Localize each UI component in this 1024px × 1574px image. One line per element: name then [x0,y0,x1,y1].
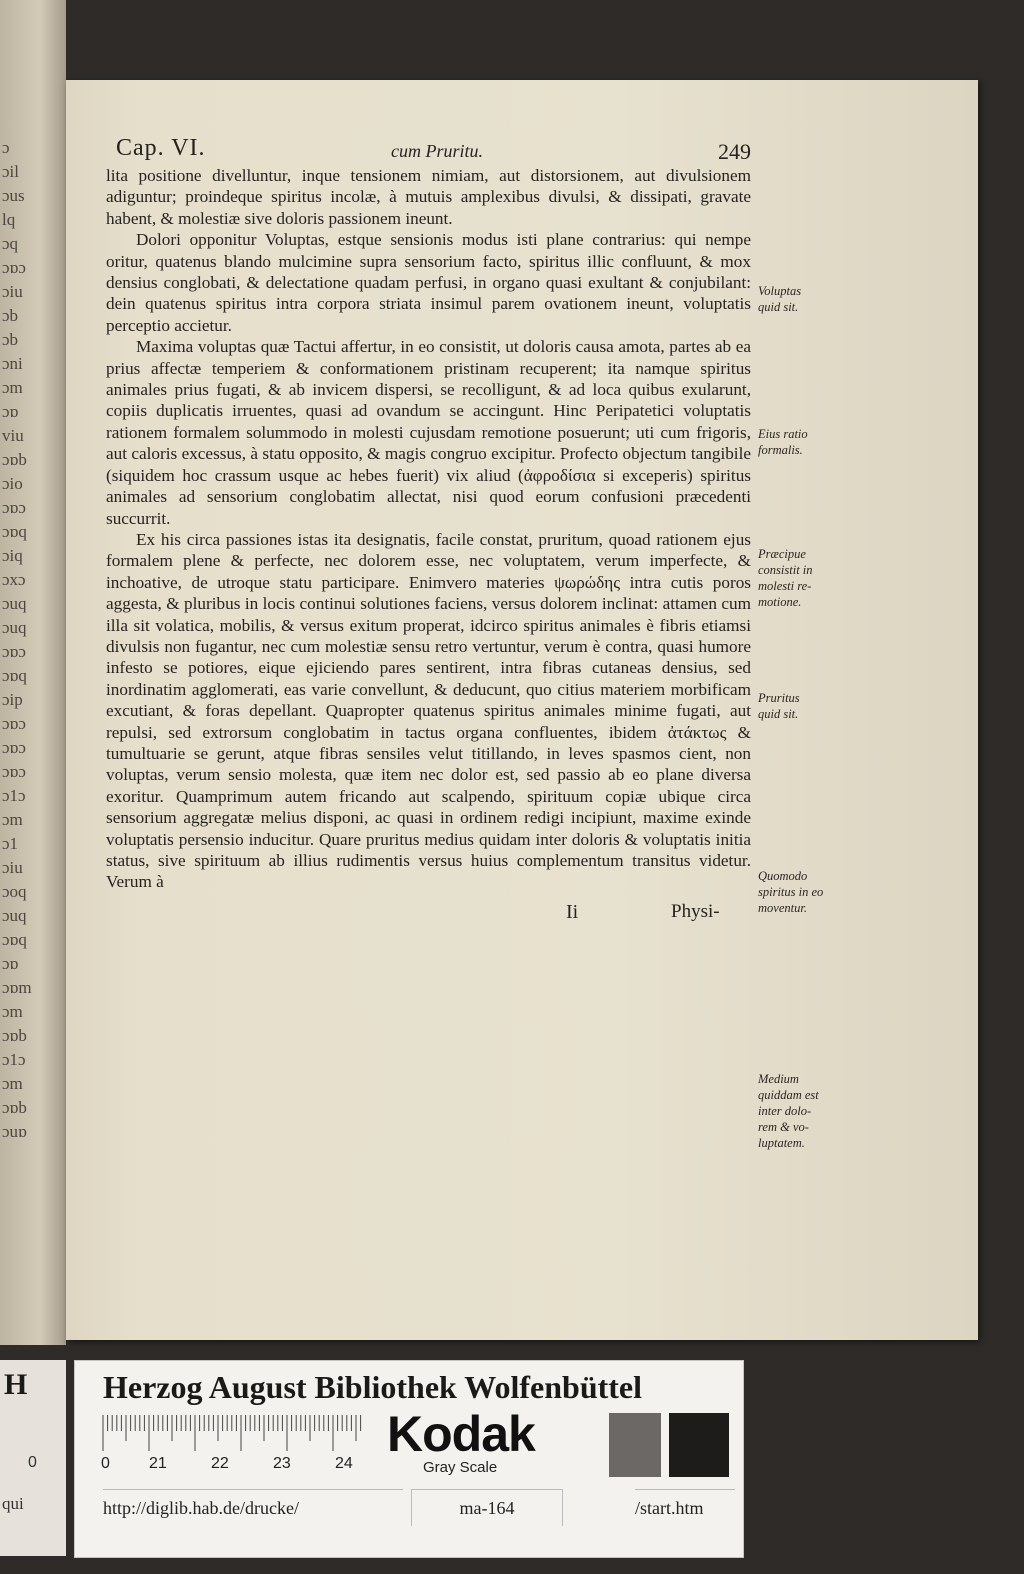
ruler-numbers [101,1455,381,1479]
left-page-fragment: lq [2,210,16,229]
margin-note: Medium quiddam est inter dolo- rem & vo- luptatem. [758,1072,819,1150]
url-row [75,1489,743,1529]
left-page-fragment: ɔb [2,330,19,349]
left-page-fragment: ɔuq [2,906,27,925]
left-page-fragment: ɔm [2,810,23,829]
left-url-fragment: qui [2,1494,24,1513]
margin-note: Quomodo spiritus in eo moventur. [758,869,824,915]
gray-swatch [609,1413,661,1477]
left-page-fragment: ɔɒb [2,1026,27,1045]
chapter-heading: Cap. VI. [116,135,206,161]
left-page-fragment: ɔio [2,474,23,493]
left-page-fragment: ɔ1 [2,834,19,853]
left-page-fragment: ɔɒɔ [2,258,26,277]
left-page-fragment: ɔɒb [2,450,27,469]
left-page-fragment: ɔiu [2,282,23,301]
left-page-fragment: ɔip [2,690,23,709]
black-swatch [669,1413,729,1477]
library-name: Herzog August Bibliothek Wolfenbüttel [103,1369,643,1405]
paragraph: Dolori opponitur Voluptas, estque sensionis modus isti plane contrarius: qui nempe oritur, quatenus blando mulcimine supra sensorium facto, spiritus illic confluunt, & mox densius conglobati, & delectatione quadam perfusi, in organo quasi exultant & conjubilant: dein quatenus spiritus intra corpora striata insimul parem ovationem ineunt, voluptatis perceptio accietur. [106,230,751,335]
body-text [106,165,751,893]
left-page-fragment: ɔ1ɔ [2,786,26,805]
left-page-fragment: ɔɒɔ [2,738,26,757]
left-page-fragment: ɔɒɔ [2,714,26,733]
left-page-fragment: ɔoq [2,882,27,901]
left-scale-fragment [0,1360,66,1556]
left-page-fragment: ɔiq [2,546,23,565]
left-page-fragment: ɔɒq [2,666,27,685]
left-page-fragment: ɔuq [2,618,27,637]
left-page-fragment: ɔɒɔ [2,642,26,661]
left-page-fragment: ɔil [2,162,19,181]
signature-mark: Ii [566,900,579,923]
page-content [106,135,816,931]
ruler-number: 21 [149,1455,167,1472]
left-page-fragment: ɔuq [2,594,27,613]
book-page [66,80,978,1340]
kodak-logo: Kodak [387,1406,535,1462]
ruler-number: 24 [335,1455,353,1472]
left-page-fragment: ɔuɒ [2,1122,27,1141]
left-page-fragment: ɔm [2,1002,23,1021]
left-page-fragment: ɔɒɔ [2,762,26,781]
margin-note: Pruritus quid sit. [758,691,800,721]
margin-note: Voluptas quid sit. [758,284,802,314]
running-head: cum Pruritu. [391,141,483,161]
gray-scale-label: Gray Scale [423,1459,498,1476]
page-number: 249 [718,139,751,164]
left-page-fragment: ɔ [2,138,10,157]
left-letter: H [4,1368,28,1401]
measurement-ruler [101,1413,381,1453]
paragraph: Maxima voluptas quæ Tactui affertur, in eo consistit, ut doloris causa amota, partes ab ea prius affectæ temperiem & conformationem pristinam recuperent; ita namque spiritus animales prius fugati, & ab invicem dispersi, se recolligunt, & ad loca quibus exularunt, copiis duplicatis irruentes, quasi ad ovandum se accingunt. Hinc Peripatetici voluptatis rationem formalem solummodo in molesti cujusdam remotione posuerunt; uti cum frigoris, aut caloris excessus, à statu opposito, & magis congruo excipitur. Profecto objectum tangibile (siquidem hoc crassum usque ac hebes fuerit) vix aliud (ἀφροδίσια si exceperis) spiritus animales ad sensorium conglobatim allectat, nisi quod eorum confusioni præcedenti succurrit. [106,337,751,528]
left-page-edge [0,0,66,1345]
left-page-fragment: ɔm [2,1074,23,1093]
left-page-fragment: ɔus [2,186,25,205]
left-page-fragment: ɔ1ɔ [2,1050,26,1069]
left-page-fragment: ɔɒb [2,1098,27,1117]
page-header [106,135,816,165]
left-page-fragment: ɔɒm [2,978,32,997]
paragraph: lita positione divelluntur, inque tensionem nimiam, aut distorsionem, aut divulsionem adiguntur; proindeque spiritus incolæ, à mutuis amplexibus divulsi, & dissipati, gravate habent, & molestiæ sive doloris passionem ineunt. [106,166,751,228]
left-page-fragment: ɔq [2,234,19,253]
margin-note: Præcipue consistit in molesti re- motione. [758,547,813,609]
left-page-fragment: ɔm [2,378,23,397]
left-page-fragment: ɔɒq [2,930,27,949]
paragraph: Ex his circa passiones istas ita designatis, facile constat, pruritum, quoad rationem ejus formalem plene & perfecte, nec dolorem esse, nec voluptatem, verum imperfecte, & inchoative, de utroque statu participare. Enimvero materies ψωρώδης intra cutis poros aggesta, & pluribus in locis continui solutiones faciens, versus dolorem inclinat: attamen cum illa sit volatica, mobilis, & versus exitum properat, idcirco spiritus animales è fibris etiamsi divulsis non fugantur, nec cum molestiæ sensu retro vertuntur, verum è contra, quasi humore infesto se potiores, eique ejiciendo pares sentirent, intra fibras cutaneas densius, sed inordinatim agglomerati, eas varie convellunt, & deducunt, quo citius materiem morbificam excutiant, & foras depellant. Quapropter quatenus spiritus animales minime fugati, aut repulsi, sed extrorsum conglobatim in tactus organa confluentes, ibidem ἀτάκτως & tumultuarie se gerunt, atque fibras sensiles velut titillando, in leves spasmos cient, non voluptas, verum sensio molesta, quæ item nec dolor est, sed passio ab eo plane diversa exoritur. Quamprimum autem fricando aut scalpendo, spirituum copiæ ubique circa sensorium aggregatæ melius disponi, ac quasi in ordinem redigi incipiunt, maxime exinde voluptatis persensio inducitur. Quare pruritus medius quidam inter doloris & voluptatis initia status, sive spirituum ab illius rudimentis versus huius complementum transitus videtur. Verum à [106,529,751,892]
left-page-fragment: viu [2,426,24,445]
left-page-fragment: ɔɒɔ [2,498,26,517]
url-right: /start.htm [635,1489,735,1526]
catchword: Physi- [671,900,720,922]
ruler-number: 23 [273,1455,291,1472]
left-page-fragment: ɔɒ [2,402,19,421]
margin-note: Eius ratio formalis. [758,427,808,457]
left-page-fragment: ɔni [2,354,23,373]
left-page-fragment: ɔɒ [2,954,19,973]
color-calibration-strip [74,1360,744,1558]
ruler-number: 22 [211,1455,229,1472]
page-footer [106,901,816,931]
left-page-fragment: ɔɒq [2,522,27,541]
left-page-fragment: ɔxɔ [2,570,26,589]
url-id: ma-164 [411,1489,563,1526]
left-page-fragment: ɔiu [2,858,23,877]
left-digit: 0 [28,1454,37,1471]
url-left: http://diglib.hab.de/drucke/ [103,1489,403,1526]
ruler-number: 0 [101,1455,110,1472]
left-page-fragment: ɔb [2,306,19,325]
